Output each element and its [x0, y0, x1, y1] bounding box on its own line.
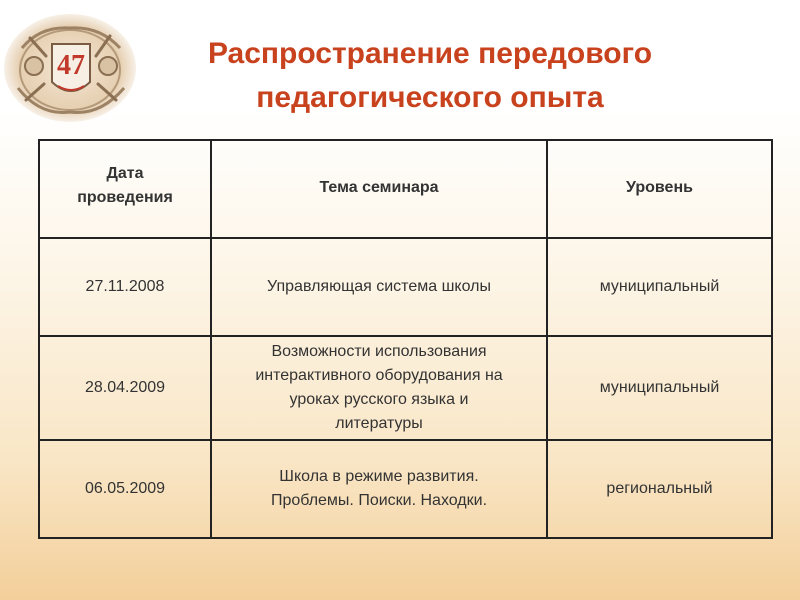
topic-line: интерактивного оборудования на	[255, 367, 503, 384]
title-line-1: Распространение передового	[207, 37, 653, 70]
table-row	[39, 238, 772, 336]
cell-topic	[211, 440, 547, 538]
header-level: Уровень	[547, 140, 772, 238]
topic-line: Школа в режиме развития.	[279, 468, 479, 485]
cell-topic	[211, 238, 547, 336]
topic-line: Управляющая система школы	[267, 278, 491, 295]
cell-date: 06.05.2009	[39, 440, 211, 538]
emblem-icon	[0, 8, 146, 126]
table-header-row	[39, 140, 772, 238]
topic-line: уроках русского языка и	[289, 391, 469, 408]
page-title	[150, 32, 710, 120]
table-row	[39, 440, 772, 538]
school-emblem-logo	[0, 8, 146, 126]
cell-level: муниципальный	[547, 238, 772, 336]
svg-text:47: 47	[57, 50, 85, 81]
table-row	[39, 336, 772, 440]
topic-line: Проблемы. Поиски. Находки.	[270, 492, 488, 509]
cell-level: региональный	[547, 440, 772, 538]
title-line-2: педагогического опыта	[256, 81, 604, 114]
cell-topic	[211, 336, 547, 440]
header-topic: Тема семинара	[211, 140, 547, 238]
topic-line: литературы	[335, 415, 423, 432]
header-date-line-2: проведения	[77, 189, 173, 206]
topic-line: Возможности использования	[271, 343, 487, 360]
seminars-table	[38, 139, 773, 539]
header-date-line-1: Дата	[106, 165, 144, 182]
header-date	[39, 140, 211, 238]
cell-level: муниципальный	[547, 336, 772, 440]
cell-date: 27.11.2008	[39, 238, 211, 336]
cell-date: 28.04.2009	[39, 336, 211, 440]
